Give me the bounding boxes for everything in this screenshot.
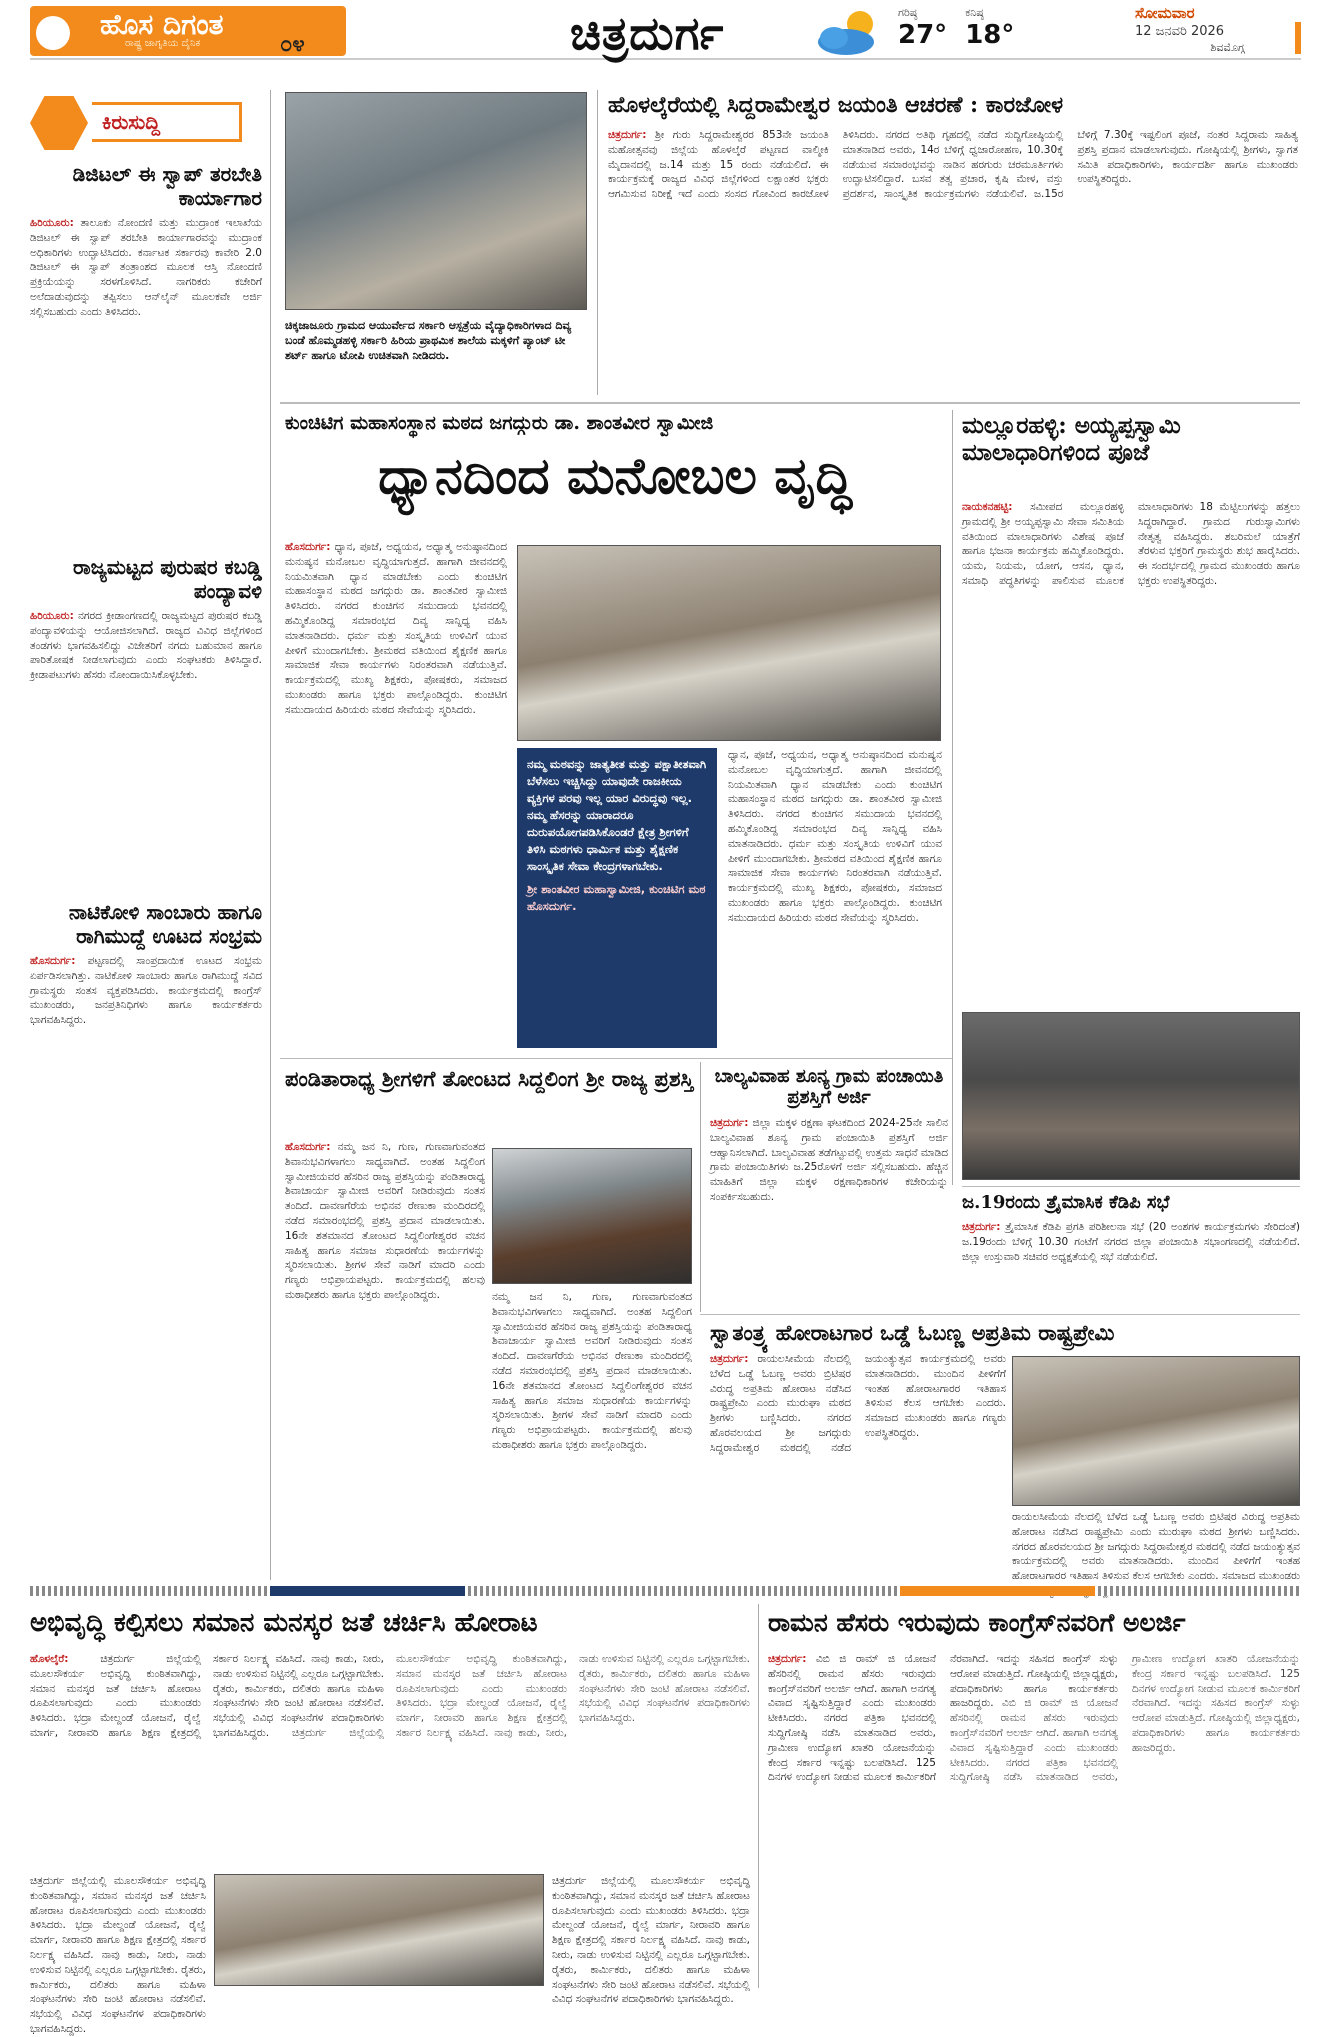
brief-2 (30, 555, 262, 683)
column-divider (952, 410, 953, 1185)
min-temp-label: ಕನಿಷ್ಠ (965, 6, 984, 19)
kdp-body (962, 1220, 1300, 1310)
photo-1-caption: ಚಿಕ್ಕಜಾಜೂರು ಗ್ರಾಮದ ಆಯುರ್ವೇದ ಸರ್ಕಾರಿ ಆಸ್ಪತ್ರೆಯ ವೈದ್ಯಾಧಿಕಾರಿಗಳಾದ ದಿವ್ಯ ಬಂಡೆ ಹೊಮ್ಮಡಹಳ್ಳಿ ಸರ್ಕಾರಿ ಹಿರಿಯ ಪ್ರಾಥಮಿಕ ಶಾಲೆಯ ಮಕ್ಕಳಿಗೆ ಪ್ಯಾಂಟ್ ಟೀ ಶರ್ಟ್ ಹಾಗೂ ಟೋಪಿ ಉಚಿತವಾಗಿ ನೀಡಿದರು. (285, 319, 572, 362)
freedom-dateline: ಚಿತ್ರದುರ್ಗ: (710, 1353, 749, 1365)
balya-dateline: ಚಿತ್ರದುರ್ಗ: (710, 1117, 749, 1129)
brief-3-dateline: ಹೊಸದುರ್ಗ: (30, 955, 76, 967)
column-divider (270, 90, 271, 1580)
separator-accent-orange (900, 1586, 1095, 1596)
quote-signature: ಶ್ರೀ ಶಾಂತವೀರ ಮಹಾಸ್ವಾಮೀಜಿ, ಕುಂಚಿಟಿಗ ಮಠ ಹೊಸದುರ್ಗ. (527, 882, 706, 913)
balya-body (710, 1116, 948, 1304)
rama-text: ವಿಬಿ ಜಿ ರಾಮ್ ಜಿ ಯೋಜನೆ ಹೆಸರಿನಲ್ಲಿ ರಾಮನ ಹೆಸರು ಇರುವುದು ಕಾಂಗ್ರೆಸ್‌ನವರಿಗೆ ಅಲರ್ಜಿ ಆಗಿದೆ. ಹಾಗಾಗಿ ಅನಗತ್ಯ ವಿವಾದ ಸೃಷ್ಟಿಸುತ್ತಿದ್ದಾರೆ ಎಂದು ಮುಖಂಡರು ಟೀಕಿಸಿದರು. ನಗರದ ಪತ್ರಿಕಾ ಭವನದಲ್ಲಿ ಸುದ್ದಿಗೋಷ್ಠಿ ನಡೆಸಿ ಮಾತನಾಡಿದ ಅವರು, ಗ್ರಾಮೀಣ ಉದ್ಯೋಗ ಖಾತರಿ ಯೋಜನೆಯನ್ನು ಕೇಂದ್ರ ಸರ್ಕಾರ ಇನ್ನಷ್ಟು ಬಲಪಡಿಸಿದೆ. 125 ದಿನಗಳ ಉದ್ಯೋಗ ನೀಡುವ ಮೂಲಕ ಕಾರ್ಮಿಕರಿಗೆ ನೆರವಾಗಿದೆ. ಇದನ್ನು ಸಹಿಸದ ಕಾಂಗ್ರೆಸ್ ಸುಳ್ಳು ಆರೋಪ ಮಾಡುತ್ತಿದೆ. ಗೋಷ್ಠಿಯಲ್ಲಿ ಜಿಲ್ಲಾಧ್ಯಕ್ಷರು, ಪದಾಧಿಕಾರಿಗಳು ಹಾಗೂ ಕಾರ್ಯಕರ್ತರು ಹಾಜರಿದ್ದರು. (768, 1653, 1118, 1784)
date: 12 ಜನವರಿ 2026 (1135, 24, 1225, 39)
brief-2-dateline: ಹಿರಿಯೂರು: (30, 610, 74, 622)
rama-dateline: ಚಿತ್ರದುರ್ಗ: (768, 1653, 807, 1665)
brief-1 (30, 162, 262, 320)
brief-1-body: ತಾಲೂಕು ನೋಂದಣಿ ಮತ್ತು ಮುದ್ರಾಂಕ ಇಲಾಖೆಯ ಡಿಜಿಟಲ್ ಈ ಸ್ವಾಪ್ ತರಬೇತಿ ಕಾರ್ಯಾಗಾರವನ್ನು ಮುದ್ರಾಂಕ ಅಧಿಕಾರಿಗಳು ಉದ್ಘಾಟಿಸಿದರು. ಕರ್ನಾಟಕ ಸರ್ಕಾರವು ಕಾವೇರಿ 2.0 ಡಿಜಿಟಲ್ ಈ ಸ್ವಾಪ್ ತಂತ್ರಾಂಶದ ಮೂಲಕ ಆಸ್ತಿ ನೋಂದಣಿ ಪ್ರಕ್ರಿಯೆಯನ್ನು ಸರಳಗೊಳಿಸಿದೆ. ನಾಗರಿಕರು ಕಚೇರಿಗೆ ಅಲೆದಾಡುವುದನ್ನು ತಪ್ಪಿಸಲು ಆನ್‌ಲೈನ್ ಮೂಲಕವೇ ಅರ್ಜಿ ಸಲ್ಲಿಸಬಹುದು ಎಂದು ತಿಳಿಸಿದರು. (30, 217, 262, 318)
quote-text: ನಮ್ಮ ಮಠವನ್ನು ಜಾತ್ಯತೀತ ಮತ್ತು ಪಕ್ಷಾತೀತವಾಗಿ ಬೆಳೆಸಲು ಇಚ್ಚಿಸಿದ್ದು ಯಾವುದೇ ರಾಜಕೀಯ ವ್ಯಕ್ತಿಗಳ ಪರವು ಇಲ್ಲ ಯಾರ ವಿರುದ್ಧವು ಇಲ್ಲ. ನಮ್ಮ ಹೆಸರನ್ನು ಯಾರಾದರೂ ದುರುಪಯೋಗಪಡಿಸಿಕೊಂಡರೆ ಕ್ಷೇತ್ರ ಶ್ರೀಗಳಿಗೆ ತಿಳಿಸಿ ಮಠಗಳು ಧಾರ್ಮಿಕ ಮತ್ತು ಶೈಕ್ಷಣಿಕ ಸಾಂಸ್ಕೃತಿಕ ಸೇವಾ ಕೇಂದ್ರಗಳಾಗಬೇಕು. (527, 757, 707, 873)
horata-body-tail (30, 1874, 206, 2035)
max-temp-label: ಗರಿಷ್ಠ (898, 6, 918, 19)
main-story-body-col1 (285, 540, 507, 1052)
horata-headline: ಅಭಿವೃದ್ಧಿ ಕಲ್ಪಿಸಲು ಸಮಾನ ಮನಸ್ಕರ ಜತೆ ಚರ್ಚಿಸಿ ಹೋರಾಟ (30, 1608, 538, 1638)
main-story-headline: ಧ್ಯಾನದಿಂದ ಮನೋಬಲ ವೃದ್ಧಿ (378, 446, 852, 505)
pandita-headline: ಪಂಡಿತಾರಾಧ್ಯ ಶ್ರೀಗಳಿಗೆ ತೋಂಟದ ಸಿದ್ದಲಿಂಗ ಶ್ರೀ ರಾಜ್ಯ ಪ್ರಶಸ್ತಿ (285, 1066, 694, 1091)
freedom-headline: ಸ್ವಾತಂತ್ರ್ಯ ಹೋರಾಟಗಾರ ಒಡ್ಡೆ ಓಬಣ್ಣ ಅಪ್ರತಿಮ ರಾಷ್ಟ್ರಪ್ರೇಮಿ (710, 1320, 1115, 1345)
pandita-text: ನಮ್ಮ ಜನ ನಿ, ಗುಣ, ಗುಣವಾಗುವಂತದ ಶಿವಾನುಭವಿಗಳಾಗಲು ಸಾಧ್ಯವಾಗಿದೆ. ಅಂತಹ ಸಿದ್ದಲಿಂಗ ಸ್ವಾಮೀಜಿಯವರ ಹೆಸರಿನ ರಾಜ್ಯ ಪ್ರಶಸ್ತಿಯನ್ನು ಪಂಡಿತಾರಾಧ್ಯ ಶಿವಾಚಾರ್ಯ ಸ್ವಾಮೀಜಿ ಅವರಿಗೆ ನೀಡಿರುವುದು ಸಂತಸ ತಂದಿದೆ. ದಾವಣಗೆರೆಯ ಅಭಿನವ ರೇಣುಕಾ ಮಂದಿರದಲ್ಲಿ ನಡೆದ ಸಮಾರಂಭದಲ್ಲಿ ಪ್ರಶಸ್ತಿ ಪ್ರದಾನ ಮಾಡಲಾಯಿತು. 16ನೇ ಶತಮಾನದ ತೋಂಟದ ಸಿದ್ದಲಿಂಗೇಶ್ವರರ ವಚನ ಸಾಹಿತ್ಯ ಹಾಗೂ ಸಮಾಜ ಸುಧಾರಣೆಯ ಕಾರ್ಯಗಳನ್ನು ಸ್ಮರಿಸಲಾಯಿತು. ಶ್ರೀಗಳ ಸೇವೆ ನಾಡಿಗೆ ಮಾದರಿ ಎಂದು ಗಣ್ಯರು ಅಭಿಪ್ರಾಯಪಟ್ಟರು. ಕಾರ್ಯಕ್ರಮದಲ್ಲಿ ಹಲವು ಮಠಾಧೀಶರು ಹಾಗೂ ಭಕ್ತರು ಪಾಲ್ಗೊಂಡಿದ್ದರು. (285, 1141, 485, 1301)
logo-title: ಹೊಸ ದಿಗಂತ (100, 8, 224, 41)
temperature-block (898, 6, 1014, 50)
city-title: ಚಿತ್ರದುರ್ಗ (570, 6, 725, 60)
ayyappa-text: ಸಮೀಪದ ಮಲ್ಲೂರಹಳ್ಳಿ ಗ್ರಾಮದಲ್ಲಿ ಶ್ರೀ ಅಯ್ಯಪ್ಪಸ್ವಾಮಿ ಸೇವಾ ಸಮಿತಿಯ ವತಿಯಿಂದ ಮಾಲಾಧಾರಿಗಳು ವಿಶೇಷ ಪೂಜೆ ಹಾಗೂ ಭಜನಾ ಕಾರ್ಯಕ್ರಮ ಹಮ್ಮಿಕೊಂಡಿದ್ದರು. ಯಮ, ನಿಯಮ, ಯೋಗ, ಆಸನ, ಧ್ಯಾನ, ಸಮಾಧಿ ಪದ್ಧತಿಗಳನ್ನು ಪಾಲಿಸುವ ಮೂಲಕ ಮಾಲಾಧಾರಿಗಳು 18 ಮೆಟ್ಟಿಲುಗಳನ್ನು ಹತ್ತಲು ಸಿದ್ಧರಾಗಿದ್ದಾರೆ. ಗ್ರಾಮದ ಗುರುಸ್ವಾಮಿಗಳು ನೇತೃತ್ವ ವಹಿಸಿದ್ದರು. ಶಬರಿಮಲೆ ಯಾತ್ರೆಗೆ ತೆರಳುವ ಭಕ್ತರಿಗೆ ಗ್ರಾಮಸ್ಥರು ಶುಭ ಹಾರೈಸಿದರು. ಈ ಸಂದರ್ಭದಲ್ಲಿ ಗ್ರಾಮದ ಮುಖಂಡರು ಹಾಗೂ ಭಕ್ತರು ಉಪಸ್ಥಿತರಿದ್ದರು. (962, 501, 1300, 587)
quote-box (517, 748, 717, 1048)
freedom-body-tail (1012, 1510, 1300, 1583)
ayyappa-dateline: ನಾಯಕನಹಟ್ಟಿ: (962, 501, 1013, 513)
main-story-dateline: ಹೊಸದುರ್ಗ: (285, 541, 331, 553)
obanna-jayanti-photo (1012, 1356, 1300, 1506)
ayyappa-devotees-photo (962, 1012, 1300, 1180)
brief-1-dateline: ಹಿರಿಯೂರು: (30, 217, 74, 229)
column-divider (597, 90, 598, 395)
newspaper-logo (30, 6, 346, 56)
pandita-text-continued: ನಮ್ಮ ಜನ ನಿ, ಗುಣ, ಗುಣವಾಗುವಂತದ ಶಿವಾನುಭವಿಗಳಾಗಲು ಸಾಧ್ಯವಾಗಿದೆ. ಅಂತಹ ಸಿದ್ದಲಿಂಗ ಸ್ವಾಮೀಜಿಯವರ ಹೆಸರಿನ ರಾಜ್ಯ ಪ್ರಶಸ್ತಿಯನ್ನು ಪಂಡಿತಾರಾಧ್ಯ ಶಿವಾಚಾರ್ಯ ಸ್ವಾಮೀಜಿ ಅವರಿಗೆ ನೀಡಿರುವುದು ಸಂತಸ ತಂದಿದೆ. ದಾವಣಗೆರೆಯ ಅಭಿನವ ರೇಣುಕಾ ಮಂದಿರದಲ್ಲಿ ನಡೆದ ಸಮಾರಂಭದಲ್ಲಿ ಪ್ರಶಸ್ತಿ ಪ್ರದಾನ ಮಾಡಲಾಯಿತು. 16ನೇ ಶತಮಾನದ ತೋಂಟದ ಸಿದ್ದಲಿಂಗೇಶ್ವರರ ವಚನ ಸಾಹಿತ್ಯ ಹಾಗೂ ಸಮಾಜ ಸುಧಾರಣೆಯ ಕಾರ್ಯಗಳನ್ನು ಸ್ಮರಿಸಲಾಯಿತು. ಶ್ರೀಗಳ ಸೇವೆ ನಾಡಿಗೆ ಮಾದರಿ ಎಂದು ಗಣ್ಯರು ಅಭಿಪ್ರಾಯಪಟ್ಟರು. ಕಾರ್ಯಕ್ರಮದಲ್ಲಿ ಹಲವು ಮಠಾಧೀಶರು ಹಾಗೂ ಭಕ್ತರು ಪಾಲ್ಗೊಂಡಿದ್ದರು. (492, 1291, 692, 1451)
masthead-accent (1295, 22, 1301, 54)
kiru-suddi-text: ಕಿರುಸುದ್ದಿ (92, 102, 242, 142)
top-story-dateline: ಚಿತ್ರದುರ್ಗ: (608, 129, 647, 141)
swamiji-event-photo (517, 545, 941, 741)
pandita-body-col2 (492, 1290, 692, 1580)
max-temp: 27° (898, 20, 948, 50)
top-story-text: ಶ್ರೀ ಗುರು ಸಿದ್ದರಾಮೇಶ್ವರರ 853ನೇ ಜಯಂತಿ ಮಹೋತ್ಸವವು ಜಿಲ್ಲೆಯ ಹೊಳಲ್ಕೆರೆ ಪಟ್ಟಣದ ವಾಲ್ಮೀಕಿ ಮೈದಾನದಲ್ಲಿ ಜ.14 ಮತ್ತು 15 ರಂದು ನಡೆಯಲಿದೆ. ಈ ಕಾರ್ಯಕ್ರಮಕ್ಕೆ ರಾಜ್ಯದ ವಿವಿಧ ಜಿಲ್ಲೆಗಳಿಂದ ಲಕ್ಷಾಂತರ ಭಕ್ತರು ಆಗಮಿಸುವ ನಿರೀಕ್ಷೆ ಇದೆ ಎಂದು ಸಂಸದ ಗೋವಿಂದ ಕಾರಜೋಳ ತಿಳಿಸಿದರು. ನಗರದ ಅತಿಥಿ ಗೃಹದಲ್ಲಿ ನಡೆದ ಸುದ್ದಿಗೋಷ್ಠಿಯಲ್ಲಿ ಮಾತನಾಡಿದ ಅವರು, 14ರ ಬೆಳಿಗ್ಗೆ ಧ್ವಜಾರೋಹಣ, 10.30ಕ್ಕೆ ನಡೆಯುವ ಸಮಾರಂಭವನ್ನು ನಾಡಿನ ಹರಗುರು ಚರಮೂರ್ತಿಗಳು ಉದ್ಘಾಟಿಸಲಿದ್ದಾರೆ. ಬಸವ ತತ್ವ ಪ್ರಚಾರ, ಕೃಷಿ ಮೇಳ, ವಸ್ತು ಪ್ರದರ್ಶನ, ಸಾಂಸ್ಕೃತಿಕ ಕಾರ್ಯಕ್ರಮಗಳು ನಡೆಯಲಿವೆ. ಜ.15ರ ಬೆಳಿಗ್ಗೆ 7.30ಕ್ಕೆ ಇಷ್ಟಲಿಂಗ ಪೂಜೆ, ನಂತರ ಸಿದ್ದರಾಮ ಸಾಹಿತ್ಯ ಪ್ರಶಸ್ತಿ ಪ್ರದಾನ ಮಾಡಲಾಗುವುದು. ಗೋಷ್ಠಿಯಲ್ಲಿ ಶ್ರೀಗಳು, ಸ್ವಾಗತ ಸಮಿತಿ ಪದಾಧಿಕಾರಿಗಳು, ಕಾರ್ಯದರ್ಶಿ ಹಾಗೂ ಮುಖಂಡರು ಉಪಸ್ಥಿತರಿದ್ದರು. (608, 129, 1298, 201)
kdp-text: ತ್ರೈಮಾಸಿಕ ಕೆಡಿಪಿ ಪ್ರಗತಿ ಪರಿಶೀಲನಾ ಸಭೆ (20 ಅಂಶಗಳ ಕಾರ್ಯಕ್ರಮಗಳು ಸೇರಿದಂತೆ) ಜ.19ರಂದು ಬೆಳಿಗ್ಗೆ 10.30 ಗಂಟೆಗೆ ನಗರದ ಜಿಲ್ಲಾ ಪಂಚಾಯಿತಿ ಸಭಾಂಗಣದಲ್ಲಿ ನಡೆಯಲಿದೆ. ಜಿಲ್ಲಾ ಉಸ್ತುವಾರಿ ಸಚಿವರ ಅಧ್ಯಕ್ಷತೆಯಲ್ಲಿ ಸಭೆ ನಡೆಯಲಿದೆ. (962, 1221, 1300, 1263)
horata-text: ಚಿತ್ರದುರ್ಗ ಜಿಲ್ಲೆಯಲ್ಲಿ ಮೂಲಸೌಕರ್ಯ ಅಭಿವೃದ್ಧಿ ಕುಂಠಿತವಾಗಿದ್ದು, ಸಮಾನ ಮನಸ್ಕರ ಜತೆ ಚರ್ಚಿಸಿ ಹೋರಾಟ ರೂಪಿಸಲಾಗುವುದು ಎಂದು ಮುಖಂಡರು ತಿಳಿಸಿದರು. ಭದ್ರಾ ಮೇಲ್ದಂಡೆ ಯೋಜನೆ, ರೈಲ್ವೆ ಮಾರ್ಗ, ನೀರಾವರಿ ಹಾಗೂ ಶಿಕ್ಷಣ ಕ್ಷೇತ್ರದಲ್ಲಿ ಸರ್ಕಾರ ನಿರ್ಲಕ್ಷ್ಯ ವಹಿಸಿದೆ. ನಾವು ಕಾಡು, ನೀರು, ನಾಡು ಉಳಿಸುವ ನಿಟ್ಟಿನಲ್ಲಿ ಎಲ್ಲರೂ ಒಗ್ಗಟ್ಟಾಗಬೇಕು. ರೈತರು, ಕಾರ್ಮಿಕರು, ದಲಿತರು ಹಾಗೂ ಮಹಿಳಾ ಸಂಘಟನೆಗಳು ಸೇರಿ ಜಂಟಿ ಹೋರಾಟ ನಡೆಸಲಿವೆ. ಸಭೆಯಲ್ಲಿ ವಿವಿಧ ಸಂಘಟನೆಗಳ ಪದಾಧಿಕಾರಿಗಳು ಭಾಗವಹಿಸಿದ್ದರು. (30, 1653, 384, 1739)
horata-text-continued: ಚಿತ್ರದುರ್ಗ ಜಿಲ್ಲೆಯಲ್ಲಿ ಮೂಲಸೌಕರ್ಯ ಅಭಿವೃದ್ಧಿ ಕುಂಠಿತವಾಗಿದ್ದು, ಸಮಾನ ಮನಸ್ಕರ ಜತೆ ಚರ್ಚಿಸಿ ಹೋರಾಟ ರೂಪಿಸಲಾಗುವುದು ಎಂದು ಮುಖಂಡರು ತಿಳಿಸಿದರು. ಭದ್ರಾ ಮೇಲ್ದಂಡೆ ಯೋಜನೆ, ರೈಲ್ವೆ ಮಾರ್ಗ, ನೀರಾವರಿ ಹಾಗೂ ಶಿಕ್ಷಣ ಕ್ಷೇತ್ರದಲ್ಲಿ ಸರ್ಕಾರ ನಿರ್ಲಕ್ಷ್ಯ ವಹಿಸಿದೆ. ನಾವು ಕಾಡು, ನೀರು, ನಾಡು ಉಳಿಸುವ ನಿಟ್ಟಿನಲ್ಲಿ ಎಲ್ಲರೂ ಒಗ್ಗಟ್ಟಾಗಬೇಕು. ರೈತರು, ಕಾರ್ಮಿಕರು, ದಲಿತರು ಹಾಗೂ ಮಹಿಳಾ ಸಂಘಟನೆಗಳು ಸೇರಿ ಜಂಟಿ ಹೋರಾಟ ನಡೆಸಲಿವೆ. ಸಭೆಯಲ್ಲಿ ವಿವಿಧ ಸಂಘಟನೆಗಳ ಪದಾಧಿಕಾರಿಗಳು ಭಾಗವಹಿಸಿದ್ದರು. (292, 1653, 750, 1739)
rama-text-continued: ವಿಬಿ ಜಿ ರಾಮ್ ಜಿ ಯೋಜನೆ ಹೆಸರಿನಲ್ಲಿ ರಾಮನ ಹೆಸರು ಇರುವುದು ಕಾಂಗ್ರೆಸ್‌ನವರಿಗೆ ಅಲರ್ಜಿ ಆಗಿದೆ. ಹಾಗಾಗಿ ಅನಗತ್ಯ ವಿವಾದ ಸೃಷ್ಟಿಸುತ್ತಿದ್ದಾರೆ ಎಂದು ಮುಖಂಡರು ಟೀಕಿಸಿದರು. ನಗರದ ಪತ್ರಿಕಾ ಭವನದಲ್ಲಿ ಸುದ್ದಿಗೋಷ್ಠಿ ನಡೆಸಿ ಮಾತನಾಡಿದ ಅವರು, ಗ್ರಾಮೀಣ ಉದ್ಯೋಗ ಖಾತರಿ ಯೋಜನೆಯನ್ನು ಕೇಂದ್ರ ಸರ್ಕಾರ ಇನ್ನಷ್ಟು ಬಲಪಡಿಸಿದೆ. 125 ದಿನಗಳ ಉದ್ಯೋಗ ನೀಡುವ ಮೂಲಕ ಕಾರ್ಮಿಕರಿಗೆ ನೆರವಾಗಿದೆ. ಇದನ್ನು ಸಹಿಸದ ಕಾಂಗ್ರೆಸ್ ಸುಳ್ಳು ಆರೋಪ ಮಾಡುತ್ತಿದೆ. ಗೋಷ್ಠಿಯಲ್ಲಿ ಜಿಲ್ಲಾಧ್ಯಕ್ಷರು, ಪದಾಧಿಕಾರಿಗಳು ಹಾಗೂ ಕಾರ್ಯಕರ್ತರು ಹಾಜರಿದ್ದರು. (950, 1653, 1300, 1784)
kdp-headline: ಜ.19ರಂದು ತ್ರೈಮಾಸಿಕ ಕೆಡಿಪಿ ಸಭೆ (962, 1192, 1170, 1213)
page-number: ೦೪ (280, 32, 305, 57)
cloud-sun-icon (810, 8, 890, 58)
column-divider (700, 1062, 701, 1312)
top-story-headline: ಹೊಳಲ್ಕೆರೆಯಲ್ಲಿ ಸಿದ್ದರಾಮೇಶ್ವರ ಜಯಂತಿ ಆಚರಣೆ : ಕಾರಜೋಳ (608, 92, 1064, 118)
kiru-suddi-label (30, 92, 255, 154)
section-divider (962, 1186, 1300, 1187)
rama-body (768, 1652, 1300, 1986)
school-children-photo (285, 92, 587, 310)
main-story-body-col3 (728, 748, 942, 1048)
horata-body (30, 1652, 750, 1870)
horata-text-tail-2: ಚಿತ್ರದುರ್ಗ ಜಿಲ್ಲೆಯಲ್ಲಿ ಮೂಲಸೌಕರ್ಯ ಅಭಿವೃದ್ಧಿ ಕುಂಠಿತವಾಗಿದ್ದು, ಸಮಾನ ಮನಸ್ಕರ ಜತೆ ಚರ್ಚಿಸಿ ಹೋರಾಟ ರೂಪಿಸಲಾಗುವುದು ಎಂದು ಮುಖಂಡರು ತಿಳಿಸಿದರು. ಭದ್ರಾ ಮೇಲ್ದಂಡೆ ಯೋಜನೆ, ರೈಲ್ವೆ ಮಾರ್ಗ, ನೀರಾವರಿ ಹಾಗೂ ಶಿಕ್ಷಣ ಕ್ಷೇತ್ರದಲ್ಲಿ ಸರ್ಕಾರ ನಿರ್ಲಕ್ಷ್ಯ ವಹಿಸಿದೆ. ನಾವು ಕಾಡು, ನೀರು, ನಾಡು ಉಳಿಸುವ ನಿಟ್ಟಿನಲ್ಲಿ ಎಲ್ಲರೂ ಒಗ್ಗಟ್ಟಾಗಬೇಕು. ರೈತರು, ಕಾರ್ಮಿಕರು, ದಲಿತರು ಹಾಗೂ ಮಹಿಳಾ ಸಂಘಟನೆಗಳು ಸೇರಿ ಜಂಟಿ ಹೋರಾಟ ನಡೆಸಲಿವೆ. ಸಭೆಯಲ್ಲಿ ವಿವಿಧ ಸಂಘಟನೆಗಳ ಪದಾಧಿಕಾರಿಗಳು ಭಾಗವಹಿಸಿದ್ದರು. (552, 1875, 750, 2006)
freedom-text-continued: ರಾಯಲಸೀಮೆಯ ನೆಲದಲ್ಲಿ ಬೆಳೆದ ಒಡ್ಡೆ ಓಬಣ್ಣ ಅವರು ಬ್ರಿಟಿಷರ ವಿರುದ್ಧ ಅಪ್ರತಿಮ ಹೋರಾಟ ನಡೆಸಿದ ರಾಷ್ಟ್ರಪ್ರೇಮಿ ಎಂದು ಮುರುಘಾ ಮಠದ ಶ್ರೀಗಳು ಬಣ್ಣಿಸಿದರು. ನಗರದ ಹೊರವಲಯದ ಶ್ರೀ ಜಗದ್ಗುರು ಸಿದ್ದರಾಮೇಶ್ವರ ಮಠದಲ್ಲಿ ನಡೆದ ಜಯಂತ್ಯುತ್ಸವ ಕಾರ್ಯಕ್ರಮದಲ್ಲಿ ಅವರು ಮಾತನಾಡಿದರು. ಮುಂದಿನ ಪೀಳಿಗೆಗೆ ಇಂತಹ ಹೋರಾಟಗಾರರ ಇತಿಹಾಸ ತಿಳಿಸುವ ಕೆಲಸ ಆಗಬೇಕು ಎಂದರು. ಸಮಾಜದ ಮುಖಂಡರು (1012, 1511, 1300, 1583)
horata-text-tail: ಚಿತ್ರದುರ್ಗ ಜಿಲ್ಲೆಯಲ್ಲಿ ಮೂಲಸೌಕರ್ಯ ಅಭಿವೃದ್ಧಿ ಕುಂಠಿತವಾಗಿದ್ದು, ಸಮಾನ ಮನಸ್ಕರ ಜತೆ ಚರ್ಚಿಸಿ ಹೋರಾಟ ರೂಪಿಸಲಾಗುವುದು ಎಂದು ಮುಖಂಡರು ತಿಳಿಸಿದರು. ಭದ್ರಾ ಮೇಲ್ದಂಡೆ ಯೋಜನೆ, ರೈಲ್ವೆ ಮಾರ್ಗ, ನೀರಾವರಿ ಹಾಗೂ ಶಿಕ್ಷಣ ಕ್ಷೇತ್ರದಲ್ಲಿ ಸರ್ಕಾರ ನಿರ್ಲಕ್ಷ್ಯ ವಹಿಸಿದೆ. ನಾವು ಕಾಡು, ನೀರು, ನಾಡು ಉಳಿಸುವ ನಿಟ್ಟಿನಲ್ಲಿ ಎಲ್ಲರೂ ಒಗ್ಗಟ್ಟಾಗಬೇಕು. ರೈತರು, ಕಾರ್ಮಿಕರು, ದಲಿತರು ಹಾಗೂ ಮಹಿಳಾ ಸಂಘಟನೆಗಳು ಸೇರಿ ಜಂಟಿ ಹೋರಾಟ ನಡೆಸಲಿವೆ. ಸಭೆಯಲ್ಲಿ ವಿವಿಧ ಸಂಘಟನೆಗಳ ಪದಾಧಿಕಾರಿಗಳು ಭಾಗವಹಿಸಿದ್ದರು. (30, 1875, 206, 2035)
edition-place: ಶಿವಮೊಗ್ಗ (1210, 41, 1245, 54)
section-divider (280, 402, 1300, 404)
horata-dateline: ಹೊಳಲ್ಕೆರೆ: (30, 1653, 69, 1665)
rama-headline: ರಾಮನ ಹೆಸರು ಇರುವುದು ಕಾಂಗ್ರೆಸ್‌ನವರಿಗೆ ಅಲರ್ಜಿ (768, 1608, 1186, 1637)
min-temp: 18° (965, 20, 1015, 50)
weekday: ಸೋಮವಾರ (1135, 4, 1195, 22)
kdp-dateline: ಚಿತ್ರದುರ್ಗ: (962, 1221, 1001, 1233)
main-story-kicker: ಕುಂಚಿಟಿಗ ಮಹಾಸಂಸ್ಥಾನ ಮಠದ ಜಗದ್ಗುರು ಡಾ. ಶಾಂತವೀರ ಸ್ವಾಮೀಜಿ (285, 412, 714, 434)
top-story-body (608, 128, 1298, 386)
brief-3-headline: ನಾಟಿಕೋಳಿ ಸಾಂಬಾರು ಹಾಗೂ ರಾಗಿಮುದ್ದೆ ಊಟದ ಸಂಭ್ರಮ (68, 900, 262, 948)
separator-accent-blue (270, 1586, 465, 1596)
award-ceremony-photo (492, 1148, 692, 1284)
brief-1-headline: ಡಿಜಿಟಲ್ ಈ ಸ್ವಾಪ್ ತರಬೇತಿ ಕಾರ್ಯಾಗಾರ (72, 162, 262, 210)
ayyappa-body (962, 500, 1300, 1005)
logo-emblem-icon (36, 16, 70, 50)
brief-3 (30, 900, 262, 1028)
freedom-text: ರಾಯಲಸೀಮೆಯ ನೆಲದಲ್ಲಿ ಬೆಳೆದ ಒಡ್ಡೆ ಓಬಣ್ಣ ಅವರು ಬ್ರಿಟಿಷರ ವಿರುದ್ಧ ಅಪ್ರತಿಮ ಹೋರಾಟ ನಡೆಸಿದ ರಾಷ್ಟ್ರಪ್ರೇಮಿ ಎಂದು ಮುರುಘಾ ಮಠದ ಶ್ರೀಗಳು ಬಣ್ಣಿಸಿದರು. ನಗರದ ಹೊರವಲಯದ ಶ್ರೀ ಜಗದ್ಗುರು ಸಿದ್ದರಾಮೇಶ್ವರ ಮಠದಲ್ಲಿ ನಡೆದ ಜಯಂತ್ಯುತ್ಸವ ಕಾರ್ಯಕ್ರಮದಲ್ಲಿ ಅವರು ಮಾತನಾಡಿದರು. ಮುಂದಿನ ಪೀಳಿಗೆಗೆ ಇಂತಹ ಹೋರಾಟಗಾರರ ಇತಿಹಾಸ ತಿಳಿಸುವ ಕೆಲಸ ಆಗಬೇಕು ಎಂದರು. ಸಮಾಜದ ಮುಖಂಡರು ಹಾಗೂ ಗಣ್ಯರು ಉಪಸ್ಥಿತರಿದ್ದರು. (710, 1353, 1006, 1454)
megaphone-icon (30, 96, 88, 150)
horata-body-tail-2 (552, 1874, 750, 2006)
main-story-text-continued: ಧ್ಯಾನ, ಪೂಜೆ, ಅಧ್ಯಯನ, ಅಧ್ಯಾತ್ಮ ಅನುಷ್ಠಾನದಿಂದ ಮನುಷ್ಯನ ಮನೋಬಲ ವೃದ್ಧಿಯಾಗುತ್ತದೆ. ಹಾಗಾಗಿ ಜೀವನದಲ್ಲಿ ನಿಯಮಿತವಾಗಿ ಧ್ಯಾನ ಮಾಡಬೇಕು ಎಂದು ಕುಂಚಿಟಿಗ ಮಹಾಸಂಸ್ಥಾನ ಮಠದ ಜಗದ್ಗುರು ಡಾ. ಶಾಂತವೀರ ಸ್ವಾಮೀಜಿ ತಿಳಿಸಿದರು. ನಗರದ ಕುಂಚಿಗನ ಸಮುದಾಯ ಭವನದಲ್ಲಿ ಹಮ್ಮಿಕೊಂಡಿದ್ದ ಸಮಾರಂಭದ ದಿವ್ಯ ಸಾನ್ನಿಧ್ಯ ವಹಿಸಿ ಮಾತನಾಡಿದರು. ಧರ್ಮ ಮತ್ತು ಸಂಸ್ಕೃತಿಯ ಉಳಿವಿಗೆ ಯುವ ಪೀಳಿಗೆ ಮುಂದಾಗಬೇಕು. ಶ್ರೀಮಠದ ವತಿಯಿಂದ ಶೈಕ್ಷಣಿಕ ಹಾಗೂ ಸಾಮಾಜಿಕ ಸೇವಾ ಕಾರ್ಯಗಳು ನಿರಂತರವಾಗಿ ನಡೆಯುತ್ತಿವೆ. ಕಾರ್ಯಕ್ರಮದಲ್ಲಿ ಮುಖ್ಯ ಶಿಕ್ಷಕರು, ಪೋಷಕರು, ಸಮಾಜದ ಮುಖಂಡರು ಹಾಗೂ ಭಕ್ತರು ಪಾಲ್ಗೊಂಡಿದ್ದರು. ಕುಂಚಿಟಿಗ ಸಮುದಾಯದ ಹಿರಿಯರು ಮಠದ ಸೇವೆಯನ್ನು ಸ್ಮರಿಸಿದರು. (728, 749, 942, 924)
balya-text: ಜಿಲ್ಲಾ ಮಕ್ಕಳ ರಕ್ಷಣಾ ಘಟಕದಿಂದ 2024-25ನೇ ಸಾಲಿನ ಬಾಲ್ಯವಿವಾಹ ಶೂನ್ಯ ಗ್ರಾಮ ಪಂಚಾಯಿತಿ ಪ್ರಶಸ್ತಿಗೆ ಅರ್ಜಿ ಆಹ್ವಾನಿಸಲಾಗಿದೆ. ಬಾಲ್ಯವಿವಾಹ ತಡೆಗಟ್ಟುವಲ್ಲಿ ಉತ್ತಮ ಸಾಧನೆ ಮಾಡಿದ ಗ್ರಾಮ ಪಂಚಾಯಿತಿಗಳು ಜ.25ರೊಳಗೆ ಅರ್ಜಿ ಸಲ್ಲಿಸಬಹುದು. ಹೆಚ್ಚಿನ ಮಾಹಿತಿಗೆ ಜಿಲ್ಲಾ ಮಕ್ಕಳ ರಕ್ಷಣಾಧಿಕಾರಿಗಳ ಕಚೇರಿಯನ್ನು ಸಂಪರ್ಕಿಸಬಹುದು. (710, 1117, 948, 1203)
section-divider (280, 1058, 952, 1059)
section-divider (700, 1314, 1300, 1315)
balya-headline: ಬಾಲ್ಯವಿವಾಹ ಶೂನ್ಯ ಗ್ರಾಮ ಪಂಚಾಯಿತಿ ಪ್ರಶಸ್ತಿಗೆ ಅರ್ಜಿ (714, 1066, 944, 1108)
page-separator (30, 1586, 1301, 1596)
brief-2-body: ನಗರದ ಕ್ರೀಡಾಂಗಣದಲ್ಲಿ ರಾಜ್ಯಮಟ್ಟದ ಪುರುಷರ ಕಬಡ್ಡಿ ಪಂದ್ಯಾವಳಿಯನ್ನು ಆಯೋಜಿಸಲಾಗಿದೆ. ರಾಜ್ಯದ ವಿವಿಧ ಜಿಲ್ಲೆಗಳಿಂದ ತಂಡಗಳು ಭಾಗವಹಿಸಲಿದ್ದು ವಿಜೇತರಿಗೆ ನಗದು ಬಹುಮಾನ ಹಾಗೂ ಪಾರಿತೋಷಕ ನೀಡಲಾಗುವುದು ಎಂದು ಸಂಘಟಕರು ತಿಳಿಸಿದ್ದಾರೆ. ಕ್ರೀಡಾಪಟುಗಳು ಹೆಸರು ನೋಂದಾಯಿಸಿಕೊಳ್ಳಬೇಕು. (30, 610, 262, 682)
brief-3-body: ಪಟ್ಟಣದಲ್ಲಿ ಸಾಂಪ್ರದಾಯಿಕ ಊಟದ ಸಂಭ್ರಮ ಏರ್ಪಡಿಸಲಾಗಿತ್ತು. ನಾಟಿಕೋಳಿ ಸಾಂಬಾರು ಹಾಗೂ ರಾಗಿಮುದ್ದೆ ಸವಿದ ಗ್ರಾಮಸ್ಥರು ಸಂತಸ ವ್ಯಕ್ತಪಡಿಸಿದರು. ಕಾರ್ಯಕ್ರಮದಲ್ಲಿ ಕಾಂಗ್ರೆಸ್ ಮುಖಂಡರು, ಜನಪ್ರತಿನಿಧಿಗಳು ಹಾಗೂ ಕಾರ್ಯಕರ್ತರು ಭಾಗವಹಿಸಿದ್ದರು. (30, 955, 263, 1027)
meeting-group-photo (214, 1874, 544, 1986)
brief-2-headline: ರಾಜ್ಯಮಟ್ಟದ ಪುರುಷರ ಕಬಡ್ಡಿ ಪಂದ್ಯಾವಳಿ (72, 555, 262, 603)
column-divider (758, 1604, 759, 1988)
main-story-text: ಧ್ಯಾನ, ಪೂಜೆ, ಅಧ್ಯಯನ, ಅಧ್ಯಾತ್ಮ ಅನುಷ್ಠಾನದಿಂದ ಮನುಷ್ಯನ ಮನೋಬಲ ವೃದ್ಧಿಯಾಗುತ್ತದೆ. ಹಾಗಾಗಿ ಜೀವನದಲ್ಲಿ ನಿಯಮಿತವಾಗಿ ಧ್ಯಾನ ಮಾಡಬೇಕು ಎಂದು ಕುಂಚಿಟಿಗ ಮಹಾಸಂಸ್ಥಾನ ಮಠದ ಜಗದ್ಗುರು ಡಾ. ಶಾಂತವೀರ ಸ್ವಾಮೀಜಿ ತಿಳಿಸಿದರು. ನಗರದ ಕುಂಚಿಗನ ಸಮುದಾಯ ಭವನದಲ್ಲಿ ಹಮ್ಮಿಕೊಂಡಿದ್ದ ಸಮಾರಂಭದ ದಿವ್ಯ ಸಾನ್ನಿಧ್ಯ ವಹಿಸಿ ಮಾತನಾಡಿದರು. ಧರ್ಮ ಮತ್ತು ಸಂಸ್ಕೃತಿಯ ಉಳಿವಿಗೆ ಯುವ ಪೀಳಿಗೆ ಮುಂದಾಗಬೇಕು. ಶ್ರೀಮಠದ ವತಿಯಿಂದ ಶೈಕ್ಷಣಿಕ ಹಾಗೂ ಸಾಮಾಜಿಕ ಸೇವಾ ಕಾರ್ಯಗಳು ನಿರಂತರವಾಗಿ ನಡೆಯುತ್ತಿವೆ. ಕಾರ್ಯಕ್ರಮದಲ್ಲಿ ಮುಖ್ಯ ಶಿಕ್ಷಕರು, ಪೋಷಕರು, ಸಮಾಜದ ಮುಖಂಡರು ಹಾಗೂ ಭಕ್ತರು ಪಾಲ್ಗೊಂಡಿದ್ದರು. ಕುಂಚಿಟಿಗ ಸಮುದಾಯದ ಹಿರಿಯರು ಮಠದ ಸೇವೆಯನ್ನು ಸ್ಮರಿಸಿದರು. (285, 541, 507, 716)
masthead (30, 0, 1301, 60)
ayyappa-headline: ಮಲ್ಲೂರಹಳ್ಳಿ: ಅಯ್ಯಪ್ಪಸ್ವಾಮಿ ಮಾಲಾಧಾರಿಗಳಿಂದ ಪೂಜೆ (962, 412, 1181, 466)
freedom-body (710, 1352, 1006, 1580)
date-block (1135, 4, 1320, 55)
pandita-dateline: ಹೊಸದುರ್ಗ: (285, 1141, 331, 1153)
pandita-body (285, 1140, 485, 1580)
logo-tagline: ರಾಷ್ಟ್ರ ಜಾಗೃತಿಯ ದೈನಿಕ (125, 38, 201, 49)
